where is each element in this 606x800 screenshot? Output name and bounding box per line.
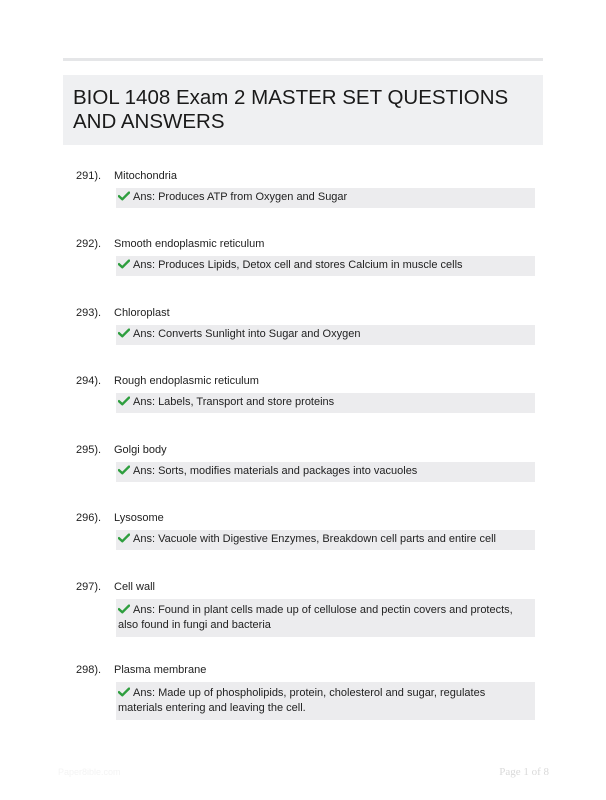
question-number: 292).: [76, 238, 102, 250]
question-text: Lysosome: [114, 512, 164, 524]
answer-box: [116, 188, 535, 208]
question-text: Smooth endoplasmic reticulum: [114, 238, 265, 250]
page-indicator: Page 1 of 8: [499, 766, 549, 778]
answer-box: [116, 325, 535, 345]
check-icon: [118, 465, 130, 475]
question-number: 297).: [76, 581, 102, 593]
question-text: Cell wall: [114, 581, 155, 593]
check-icon: [118, 604, 130, 614]
check-icon: [118, 533, 130, 543]
title-banner: [63, 75, 543, 145]
answer-box: [116, 530, 535, 550]
question-text: Rough endoplasmic reticulum: [114, 375, 259, 387]
question-number: 295).: [76, 444, 102, 456]
page-title: BIOL 1408 Exam 2 MASTER SET QUESTIONS AND ANSWERS: [73, 86, 509, 133]
question-text: Plasma membrane: [114, 664, 207, 676]
answer-text: Ans: Sorts, modifies materials and packages into vacuoles: [133, 465, 418, 477]
answer-text: Ans: Found in plant cells made up of cellulose and pectin covers and protects, also found in fungi and bacteria: [118, 604, 513, 631]
check-icon: [118, 687, 130, 697]
question-number: 291).: [76, 170, 102, 182]
question-number: 296).: [76, 512, 102, 524]
check-icon: [118, 191, 130, 201]
answer-box: [116, 599, 535, 637]
question-text: Mitochondria: [114, 170, 177, 182]
answer-box: [116, 462, 535, 482]
footer-watermark: Paper8ible.com: [58, 767, 121, 777]
answer-text: Ans: Converts Sunlight into Sugar and Oxygen: [133, 328, 361, 340]
answer-box: [116, 393, 535, 413]
question-text: Golgi body: [114, 444, 167, 456]
question-number: 293).: [76, 307, 102, 319]
answer-text: Ans: Produces ATP from Oxygen and Sugar: [133, 191, 348, 203]
check-icon: [118, 259, 130, 269]
check-icon: [118, 396, 130, 406]
answer-box: [116, 256, 535, 276]
answer-box: [116, 682, 535, 720]
check-icon: [118, 328, 130, 338]
question-number: 298).: [76, 664, 102, 676]
question-number: 294).: [76, 375, 102, 387]
answer-text: Ans: Produces Lipids, Detox cell and stores Calcium in muscle cells: [133, 259, 463, 271]
question-text: Chloroplast: [114, 307, 170, 319]
answer-text: Ans: Made up of phospholipids, protein, cholesterol and sugar, regulates materials entering and leaving the cell.: [118, 687, 486, 714]
answer-text: Ans: Labels, Transport and store proteins: [133, 396, 335, 408]
top-divider: [63, 58, 543, 61]
answer-text: Ans: Vacuole with Digestive Enzymes, Breakdown cell parts and entire cell: [133, 533, 496, 545]
